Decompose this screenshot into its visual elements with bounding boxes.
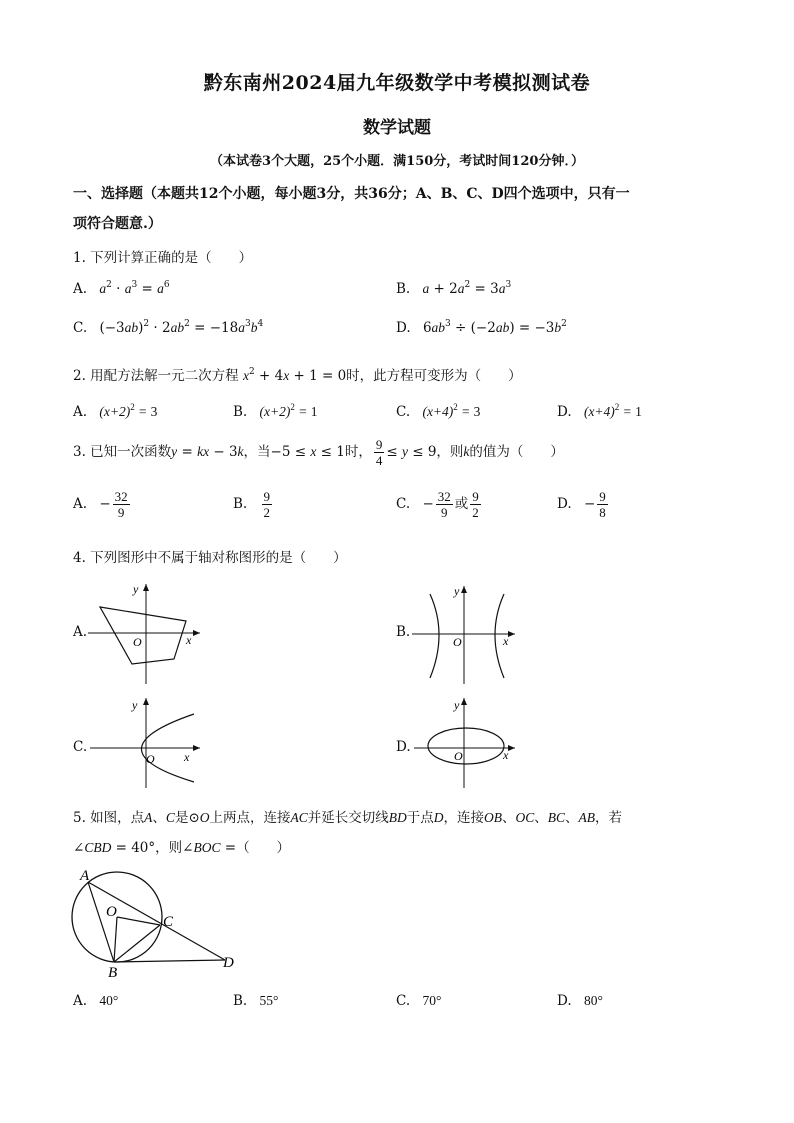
q5-stem-line2 [73, 836, 290, 856]
q5-text-d: 上两点，连接 [209, 810, 291, 826]
frac-numerator: 9 [599, 489, 606, 504]
frac-numerator: 32 [437, 489, 451, 504]
q3-k: k [463, 444, 470, 459]
q5-text-e: 并延长交切线 [307, 810, 389, 826]
q5-sep: 、 [565, 810, 579, 826]
q2-option-d-rhs: 1 [635, 404, 642, 419]
option-label: B. [233, 993, 248, 1009]
y-axis-label: y [132, 698, 138, 712]
q4-option-a-label: A. [73, 624, 88, 640]
option-label: A. [73, 281, 88, 297]
option-label: B. [233, 496, 248, 512]
q2-stem-post: 时，此方程可变形为（ ） [346, 368, 522, 384]
q2-option-c-inner: x+4 [426, 404, 449, 419]
q3-option-a-frac [113, 489, 130, 520]
q5-seg-ac: AC [290, 810, 308, 825]
page-subtitle: 数学试题 [363, 118, 431, 138]
hyperbola-left-branch [430, 594, 439, 678]
q1-option-b-expr: $a + 2a^2 = 3a^3$ [422, 280, 512, 297]
q3-option-c [396, 489, 483, 520]
point-label-a: A [80, 868, 90, 884]
q3-option-d [557, 489, 610, 520]
frac-denominator: 4 [375, 453, 383, 468]
q2-option-a-inner: x+2 [103, 404, 126, 419]
q1-option-b [396, 281, 511, 297]
q3-stem [73, 437, 564, 468]
q3-function: y = kx − 3k [171, 444, 244, 460]
q2-option-b-inner: x+2 [264, 404, 286, 419]
y-axis-arrow-icon [461, 698, 467, 705]
q5-stem-line1 [73, 806, 622, 826]
q5-option-a [73, 993, 118, 1009]
x-axis-arrow-icon [508, 745, 515, 751]
q5-sep: 、 [502, 810, 516, 826]
q1-stem: 1. 下列计算正确的是（ ） [73, 250, 253, 266]
q5-text-c: 是 [174, 810, 189, 826]
q3-option-d-frac [597, 489, 608, 520]
q1-option-c [73, 320, 263, 336]
option-label: B. [233, 404, 248, 420]
option-label: D. [557, 404, 572, 420]
q5-text-end: （ ） [236, 840, 291, 856]
option-label: C. [396, 993, 411, 1009]
frac-denominator: 2 [263, 505, 271, 520]
x-axis-arrow-icon [508, 631, 515, 637]
q1-option-a-expr: $a^2 \cdot a^3 = a^6$ [99, 280, 170, 297]
q5-seg-ob: OB [484, 810, 503, 825]
q4-option-d-label: D. [396, 739, 411, 755]
q5-text-f: 于点 [406, 810, 434, 826]
q5-angle-boc: ∠BOC = [182, 840, 237, 856]
q5-seg-bd: BD [388, 810, 407, 825]
q3-option-c-or: 或 [454, 496, 469, 512]
option-label: C. [396, 496, 411, 512]
origin-label: O [146, 752, 155, 766]
option-label: D. [396, 320, 411, 336]
frac-numerator: 32 [114, 489, 128, 504]
exam-note: （本试卷3个大题，25个小题．满150分，考试时间120分钟．） [210, 154, 584, 169]
frac-denominator: 2 [472, 505, 479, 520]
q2-option-a-expr: $(x+2)^2 = 3$ [99, 402, 158, 419]
quadrilateral-shape [100, 607, 186, 664]
option-value: 40° [99, 993, 119, 1008]
q5-option-d [557, 993, 603, 1009]
option-label: D. [557, 993, 572, 1009]
option-label: C. [396, 404, 411, 420]
q2-option-d [557, 404, 642, 420]
q1-option-a [73, 281, 170, 297]
option-label: A. [73, 993, 88, 1009]
q2-option-d-inner: x+4 [588, 404, 611, 419]
frac-numerator: 9 [263, 489, 271, 504]
q3-option-c-frac1 [436, 489, 453, 520]
option-label: B. [396, 281, 411, 297]
q3-option-c-frac2 [470, 489, 481, 520]
y-axis-label: y [454, 698, 460, 712]
option-value: 80° [583, 993, 603, 1008]
origin-label: O [133, 635, 142, 649]
q3-option-b [233, 489, 274, 520]
q5-option-b [233, 993, 278, 1009]
q4-option-b-label: B. [396, 624, 411, 640]
q5-text-a: 5. 如图，点 [73, 810, 145, 826]
q5-angle-cbd: ∠CBD = 40° [73, 840, 156, 856]
q2-stem-pre: 2. 用配方法解一元二次方程 [73, 368, 239, 384]
x-axis-label: x [184, 750, 190, 764]
q4-stem: 4. 下列图形中不属于轴对称图形的是（ ） [73, 550, 347, 566]
frac-numerator: 9 [375, 437, 383, 452]
q3-stem-d: ，则 [436, 444, 464, 460]
q3-x-range: −5 ≤ x ≤ 1 [270, 444, 345, 460]
q2-option-b [233, 404, 318, 420]
q2-option-a-rhs: 3 [150, 404, 158, 419]
origin-label: O [454, 749, 463, 763]
ellipse-shape [428, 728, 504, 764]
y-axis-label: y [133, 582, 139, 596]
x-axis-arrow-icon [193, 745, 200, 751]
point-label-o: O [106, 904, 117, 920]
q2-option-c-rhs: 3 [473, 404, 481, 419]
q2-option-c-expr: $(x+4)^2 = 3$ [422, 402, 481, 419]
origin-label: O [453, 635, 462, 649]
y-axis-arrow-icon [143, 584, 149, 591]
option-value: 70° [422, 993, 442, 1008]
q1-option-c-expr: $(-3ab)^2 \cdot 2ab^2 = -18a^3b^4$ [99, 319, 264, 336]
q5-text-h: ，若 [595, 810, 623, 826]
option-value: 55° [259, 993, 279, 1008]
q5-figure [70, 864, 250, 980]
q5-text-then: ，则 [155, 840, 183, 856]
q2-option-d-expr: $(x+4)^2 = 1$ [583, 402, 642, 419]
q3-stem-a: 3. 已知一次函数 [73, 444, 172, 460]
q5-option-c [396, 993, 441, 1009]
option-label: A. [73, 404, 88, 420]
q5-text-b: 、 [152, 810, 166, 826]
x-axis-label: x [503, 634, 509, 648]
q1-option-d-expr: $6ab^3 \div (-2ab) = -3b^2$ [422, 319, 567, 336]
frac-numerator: 9 [472, 489, 479, 504]
radius-ob [114, 917, 117, 962]
q3-frac-9-4 [374, 437, 385, 468]
q5-point-c: C [165, 810, 175, 825]
q5-text-g: ，连接 [443, 810, 485, 826]
q3-y-range: ≤ y ≤ 9 [386, 444, 437, 460]
q4-figure-b [412, 582, 522, 686]
y-axis-arrow-icon [461, 586, 467, 593]
page-title: 黔东南州2024届九年级数学中考模拟测试卷 [203, 72, 591, 94]
q5-sep: 、 [534, 810, 548, 826]
q5-point-d: D [433, 810, 444, 825]
q5-seg-ab: AB [578, 810, 596, 825]
q5-point-a: A [144, 810, 153, 825]
x-axis-arrow-icon [193, 630, 200, 636]
q3-option-c-sign: − [422, 496, 434, 512]
q1-option-d [396, 320, 567, 336]
q2-option-c [396, 404, 480, 420]
frac-denominator: 9 [441, 505, 448, 520]
q3-option-a [73, 489, 132, 520]
q2-stem [73, 364, 522, 384]
q2-equation: $x^2 + 4x + 1 = 0$ [242, 367, 347, 384]
y-axis-label: y [454, 584, 460, 598]
radius-oc [117, 917, 160, 925]
option-label: C. [73, 320, 88, 336]
section-heading-line2: 项符合题意.） [73, 216, 162, 232]
frac-denominator: 9 [117, 505, 125, 520]
q3-stem-c: 时， [344, 444, 372, 460]
q4-figure-d [412, 696, 522, 788]
q3-option-b-frac [262, 489, 273, 520]
q3-option-a-sign: − [99, 496, 111, 512]
q2-option-b-expr: $(x+2)^2 = 1$ [259, 402, 318, 419]
option-label: D. [557, 496, 572, 512]
q2-option-b-rhs: 1 [310, 404, 318, 419]
point-label-b: B [108, 965, 118, 980]
frac-denominator: 8 [599, 505, 606, 520]
q3-stem-b: ，当 [243, 444, 271, 460]
q5-circle-o: ⊙O [188, 810, 210, 826]
option-label: A. [73, 496, 88, 512]
q4-figure-a [88, 578, 208, 688]
q3-stem-e: 的值为（ ） [469, 444, 564, 460]
line-ad [88, 882, 225, 960]
point-label-c: C [163, 914, 174, 930]
q3-option-d-sign: − [583, 496, 596, 512]
q2-option-a [73, 404, 157, 420]
y-axis-arrow-icon [143, 698, 149, 705]
x-axis-label: x [186, 633, 192, 647]
point-label-d: D [223, 955, 234, 971]
q4-option-c-label: C. [73, 739, 88, 755]
q5-seg-bc: BC [547, 810, 566, 825]
x-axis-label: x [503, 748, 509, 762]
q5-seg-oc: OC [515, 810, 535, 825]
q4-figure-c [88, 696, 208, 788]
section-heading-line1: 一、选择题（本题共12个小题，每小题3分，共36分；A、B、C、D四个选项中，只有一 [73, 186, 630, 202]
